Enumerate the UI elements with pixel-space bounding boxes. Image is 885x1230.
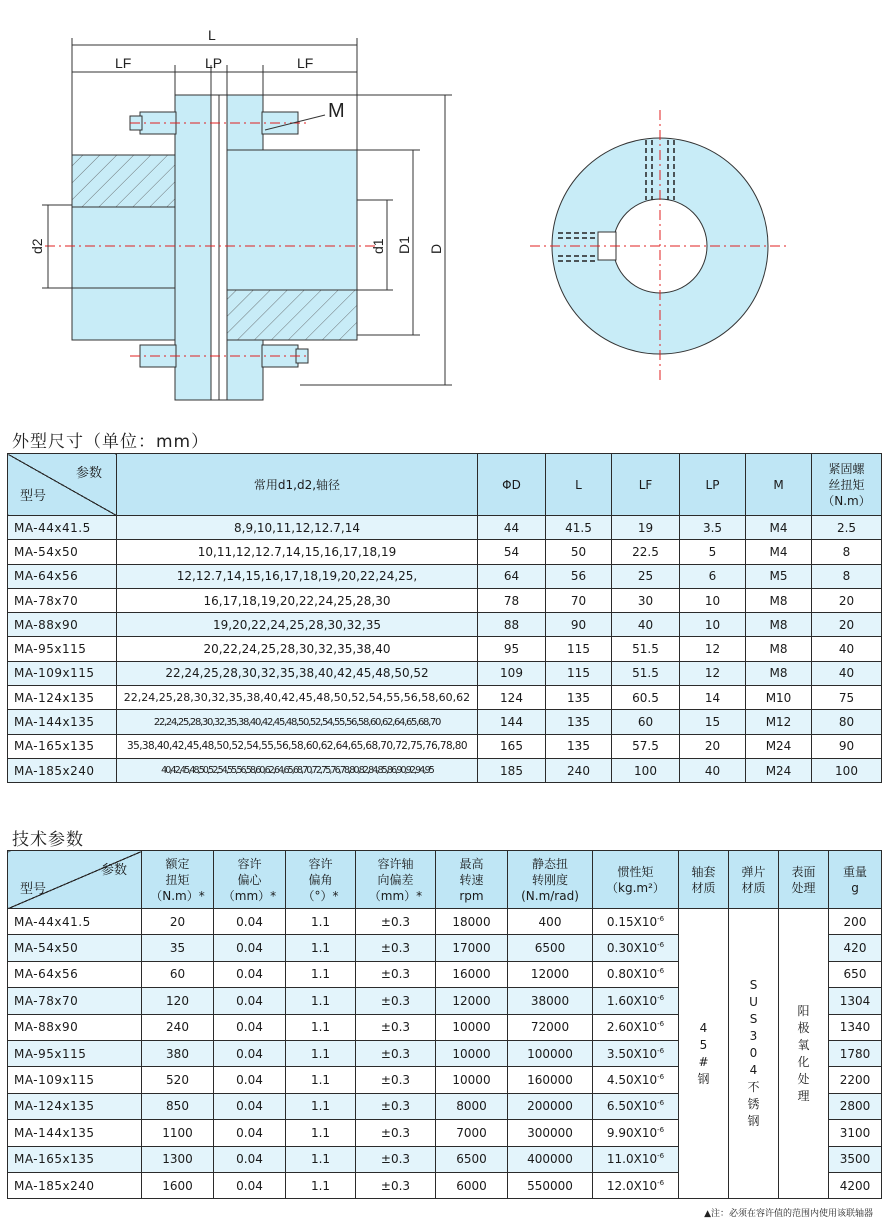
value-cell: M8 <box>746 661 812 685</box>
model-cell: MA-109x115 <box>8 1067 142 1093</box>
value-cell: 14 <box>680 686 746 710</box>
value-cell: 10000 <box>436 1067 508 1093</box>
value-cell: M10 <box>746 686 812 710</box>
value-cell: 7000 <box>436 1120 508 1146</box>
value-cell: 12000 <box>436 988 508 1014</box>
value-cell: M4 <box>746 540 812 564</box>
specs-header: 容许轴 向偏差 （mm）* <box>356 851 436 909</box>
value-cell: $6.50X10^{-6}$ <box>593 1093 679 1119</box>
model-cell: MA-124x135 <box>8 1093 142 1119</box>
value-cell: 0.04 <box>214 1093 286 1119</box>
value-cell: 50 <box>546 540 612 564</box>
header-LP: LP <box>680 454 746 516</box>
weight-cell: 650 <box>829 961 882 987</box>
table-row <box>8 758 882 782</box>
value-cell: M24 <box>746 758 812 782</box>
value-cell: 124 <box>478 686 546 710</box>
value-cell: 115 <box>546 661 612 685</box>
header-model: 型号 <box>20 489 47 504</box>
value-cell: 41.5 <box>546 516 612 540</box>
value-cell: ±0.3 <box>356 909 436 935</box>
shaft-cell: 8,9,10,11,12,12.7,14 <box>117 516 478 540</box>
value-cell: 0.04 <box>214 961 286 987</box>
exponent: -6 <box>657 1152 665 1161</box>
exponent: -6 <box>657 967 665 976</box>
dim-D1: D1 <box>396 236 412 254</box>
table-row <box>8 564 882 588</box>
model-cell: MA-64x56 <box>8 961 142 987</box>
shaft-cell: 35,38,40,42,45,48,50,52,54,55,56,58,60,62,64,65,68,70,72,75,76,78,80 <box>117 734 478 758</box>
specs-header: 最高 转速 rpm <box>436 851 508 909</box>
header-D: ΦD <box>478 454 546 516</box>
exponent: -6 <box>657 1178 665 1187</box>
exponent: -6 <box>657 914 665 923</box>
value-cell: 0.04 <box>214 1146 286 1172</box>
dimensions-table <box>7 453 882 783</box>
value-cell: 100 <box>812 758 882 782</box>
model-cell: MA-64x56 <box>8 564 117 588</box>
dim-L: L <box>208 27 216 43</box>
shaft-cell: 20,22,24,25,28,30,32,35,38,40 <box>117 637 478 661</box>
value-cell: 6 <box>680 564 746 588</box>
header-corner <box>8 454 117 516</box>
value-cell: 35 <box>142 935 214 961</box>
value-cell: 120 <box>142 988 214 1014</box>
value-cell: $11.0X10^{-6}$ <box>593 1146 679 1172</box>
value-cell: 100 <box>612 758 680 782</box>
weight-cell: 1340 <box>829 1014 882 1040</box>
value-cell: ±0.3 <box>356 935 436 961</box>
specs-header-param: 参数 <box>100 863 127 878</box>
model-cell: MA-54x50 <box>8 540 117 564</box>
value-cell: 8000 <box>436 1093 508 1119</box>
value-cell: 1100 <box>142 1120 214 1146</box>
header-shaft: 常用d1,d2,轴径 <box>117 454 478 516</box>
value-cell: 10000 <box>436 1040 508 1066</box>
value-cell: ±0.3 <box>356 988 436 1014</box>
value-cell: ±0.3 <box>356 1014 436 1040</box>
exponent: -6 <box>657 1073 665 1082</box>
hub-material-cell: 45#钢 <box>679 909 729 1199</box>
model-cell: MA-78x70 <box>8 588 117 612</box>
value-cell: 20 <box>812 613 882 637</box>
exponent: -6 <box>657 1099 665 1108</box>
exponent: -6 <box>657 1046 665 1055</box>
value-cell: 12 <box>680 637 746 661</box>
value-cell: ±0.3 <box>356 1172 436 1198</box>
model-cell: MA-165x135 <box>8 1146 142 1172</box>
value-cell: $2.60X10^{-6}$ <box>593 1014 679 1040</box>
value-cell: 60 <box>612 710 680 734</box>
value-cell: M8 <box>746 588 812 612</box>
value-cell: 16000 <box>436 961 508 987</box>
value-cell: $9.90X10^{-6}$ <box>593 1120 679 1146</box>
value-cell: 75 <box>812 686 882 710</box>
dim-LF-left: LF <box>115 55 132 71</box>
weight-cell: 2200 <box>829 1067 882 1093</box>
specs-header: 静态扭 转刚度 (N.m/rad) <box>508 851 593 909</box>
value-cell: M12 <box>746 710 812 734</box>
value-cell: 30 <box>612 588 680 612</box>
value-cell: 6500 <box>436 1146 508 1172</box>
value-cell: 165 <box>478 734 546 758</box>
value-cell: 100000 <box>508 1040 593 1066</box>
dim-LF-right: LF <box>297 55 314 71</box>
specs-header: 弹片 材质 <box>729 851 779 909</box>
value-cell: 1.1 <box>286 1172 356 1198</box>
value-cell: M24 <box>746 734 812 758</box>
model-cell: MA-44x41.5 <box>8 516 117 540</box>
table-row <box>8 686 882 710</box>
value-cell: 40 <box>612 613 680 637</box>
value-cell: 38000 <box>508 988 593 1014</box>
value-cell: 0.04 <box>214 1040 286 1066</box>
value-cell: 5 <box>680 540 746 564</box>
model-cell: MA-95x115 <box>8 1040 142 1066</box>
value-cell: 17000 <box>436 935 508 961</box>
specs-header: 惯性矩 （kg.m²） <box>593 851 679 909</box>
weight-cell: 420 <box>829 935 882 961</box>
value-cell: 10000 <box>436 1014 508 1040</box>
table-row <box>8 661 882 685</box>
model-cell: MA-185x240 <box>8 1172 142 1198</box>
exponent: -6 <box>657 1020 665 1029</box>
dim-M: M <box>328 100 345 122</box>
value-cell: $4.50X10^{-6}$ <box>593 1067 679 1093</box>
value-cell: 40 <box>680 758 746 782</box>
weight-cell: 1780 <box>829 1040 882 1066</box>
value-cell: 8 <box>812 564 882 588</box>
header-screw-torque: 紧固螺 丝扭矩 （N.m） <box>812 454 882 516</box>
technical-drawing <box>0 0 885 420</box>
front-view <box>530 110 790 380</box>
value-cell: 0.04 <box>214 988 286 1014</box>
header-M: M <box>746 454 812 516</box>
surface-cell: 阳极氧化处理 <box>779 909 829 1199</box>
value-cell: 1.1 <box>286 935 356 961</box>
exponent: -6 <box>657 993 665 1002</box>
value-cell: 135 <box>546 710 612 734</box>
weight-cell: 3100 <box>829 1120 882 1146</box>
value-cell: 22.5 <box>612 540 680 564</box>
value-cell: 60.5 <box>612 686 680 710</box>
side-view <box>42 38 452 400</box>
table-row <box>8 613 882 637</box>
dim-D: D <box>428 243 444 254</box>
value-cell: 1600 <box>142 1172 214 1198</box>
shaft-cell: 40,42,45,48,50,52,54,55,56,58,60,62,64,65,68,70,72,75,76,78,80,82,84,85,86,90,92,94,95 <box>117 758 478 782</box>
value-cell: 12 <box>680 661 746 685</box>
model-cell: MA-88x90 <box>8 613 117 637</box>
value-cell: 6500 <box>508 935 593 961</box>
value-cell: $0.15X10^{-6}$ <box>593 909 679 935</box>
specs-header: 容许 偏心 （mm）* <box>214 851 286 909</box>
specs-header: 表面 处理 <box>779 851 829 909</box>
value-cell: 520 <box>142 1067 214 1093</box>
shaft-cell: 22,24,25,28,30,32,35,38,40,42,45,48,50,52,54,55,56,58,60,62,64,65,68,70 <box>117 710 478 734</box>
model-cell: MA-44x41.5 <box>8 909 142 935</box>
value-cell: 80 <box>812 710 882 734</box>
value-cell: 0.04 <box>214 1172 286 1198</box>
value-cell: 18000 <box>436 909 508 935</box>
value-cell: 0.04 <box>214 935 286 961</box>
value-cell: 1.1 <box>286 961 356 987</box>
value-cell: M8 <box>746 613 812 637</box>
value-cell: 135 <box>546 734 612 758</box>
value-cell: 109 <box>478 661 546 685</box>
value-cell: 10 <box>680 588 746 612</box>
value-cell: 56 <box>546 564 612 588</box>
value-cell: 1.1 <box>286 1067 356 1093</box>
value-cell: $12.0X10^{-6}$ <box>593 1172 679 1198</box>
specs-table <box>7 850 882 1199</box>
value-cell: 10 <box>680 613 746 637</box>
value-cell: 850 <box>142 1093 214 1119</box>
table-row <box>8 588 882 612</box>
table-row <box>8 516 882 540</box>
table-row <box>8 637 882 661</box>
value-cell: 15 <box>680 710 746 734</box>
value-cell: 57.5 <box>612 734 680 758</box>
value-cell: M4 <box>746 516 812 540</box>
model-cell: MA-124x135 <box>8 686 117 710</box>
dim-d2: d2 <box>29 238 45 254</box>
value-cell: 88 <box>478 613 546 637</box>
shaft-cell: 22,24,25,28,30,32,35,38,40,42,45,48,50,52 <box>117 661 478 685</box>
value-cell: 12000 <box>508 961 593 987</box>
model-cell: MA-144x135 <box>8 1120 142 1146</box>
model-cell: MA-144x135 <box>8 710 117 734</box>
model-cell: MA-109x115 <box>8 661 117 685</box>
dimensions-title: 外型尺寸（单位：mm） <box>12 432 210 452</box>
value-cell: 240 <box>546 758 612 782</box>
value-cell: 144 <box>478 710 546 734</box>
value-cell: 1.1 <box>286 1040 356 1066</box>
dim-LP: LP <box>205 55 223 71</box>
value-cell: 90 <box>812 734 882 758</box>
value-cell: 40 <box>812 661 882 685</box>
value-cell: 78 <box>478 588 546 612</box>
value-cell: 550000 <box>508 1172 593 1198</box>
specs-header: 重量 g <box>829 851 882 909</box>
specs-header-corner <box>8 851 142 909</box>
value-cell: 3.5 <box>680 516 746 540</box>
header-L: L <box>546 454 612 516</box>
model-cell: MA-95x115 <box>8 637 117 661</box>
value-cell: $0.80X10^{-6}$ <box>593 961 679 987</box>
value-cell: ±0.3 <box>356 961 436 987</box>
value-cell: 20 <box>680 734 746 758</box>
exponent: -6 <box>657 1125 665 1134</box>
value-cell: 19 <box>612 516 680 540</box>
value-cell: 240 <box>142 1014 214 1040</box>
usage-note: ▲注：必须在容许值的范围内使用该联轴器 <box>704 1209 873 1219</box>
value-cell: M5 <box>746 564 812 588</box>
shaft-cell: 19,20,22,24,25,28,30,32,35 <box>117 613 478 637</box>
value-cell: 0.04 <box>214 1014 286 1040</box>
shaft-cell: 22,24,25,28,30,32,35,38,40,42,45,48,50,52,54,55,56,58,60,62 <box>117 686 478 710</box>
value-cell: ±0.3 <box>356 1067 436 1093</box>
table-row <box>8 909 882 935</box>
model-cell: MA-88x90 <box>8 1014 142 1040</box>
value-cell: 380 <box>142 1040 214 1066</box>
value-cell: 2.5 <box>812 516 882 540</box>
shaft-cell: 12,12.7,14,15,16,17,18,19,20,22,24,25, <box>117 564 478 588</box>
value-cell: 25 <box>612 564 680 588</box>
weight-cell: 1304 <box>829 988 882 1014</box>
model-cell: MA-185x240 <box>8 758 117 782</box>
value-cell: 200000 <box>508 1093 593 1119</box>
specs-header-model: 型号 <box>20 882 47 897</box>
value-cell: 6000 <box>436 1172 508 1198</box>
shaft-cell: 10,11,12,12.7,14,15,16,17,18,19 <box>117 540 478 564</box>
value-cell: ±0.3 <box>356 1120 436 1146</box>
value-cell: $1.60X10^{-6}$ <box>593 988 679 1014</box>
value-cell: $0.30X10^{-6}$ <box>593 935 679 961</box>
value-cell: 115 <box>546 637 612 661</box>
value-cell: 0.04 <box>214 1120 286 1146</box>
table-row <box>8 710 882 734</box>
specs-title: 技术参数 <box>12 830 84 850</box>
value-cell: M8 <box>746 637 812 661</box>
specs-header: 额定 扭矩 （N.m）* <box>142 851 214 909</box>
value-cell: 400 <box>508 909 593 935</box>
model-cell: MA-54x50 <box>8 935 142 961</box>
model-cell: MA-165x135 <box>8 734 117 758</box>
value-cell: 400000 <box>508 1146 593 1172</box>
specs-header: 容许 偏角 （°）* <box>286 851 356 909</box>
value-cell: 70 <box>546 588 612 612</box>
weight-cell: 200 <box>829 909 882 935</box>
specs-header: 轴套 材质 <box>679 851 729 909</box>
value-cell: 1.1 <box>286 909 356 935</box>
value-cell: 0.04 <box>214 909 286 935</box>
model-cell: MA-78x70 <box>8 988 142 1014</box>
value-cell: $3.50X10^{-6}$ <box>593 1040 679 1066</box>
value-cell: 1.1 <box>286 1014 356 1040</box>
value-cell: ±0.3 <box>356 1040 436 1066</box>
value-cell: 60 <box>142 961 214 987</box>
value-cell: 160000 <box>508 1067 593 1093</box>
header-param: 参数 <box>75 466 102 481</box>
value-cell: 1.1 <box>286 1093 356 1119</box>
value-cell: 40 <box>812 637 882 661</box>
value-cell: 72000 <box>508 1014 593 1040</box>
value-cell: 95 <box>478 637 546 661</box>
value-cell: 1.1 <box>286 1146 356 1172</box>
disc-material-cell: SUS304不锈钢 <box>729 909 779 1199</box>
value-cell: 185 <box>478 758 546 782</box>
value-cell: 0.04 <box>214 1067 286 1093</box>
value-cell: 54 <box>478 540 546 564</box>
value-cell: 20 <box>812 588 882 612</box>
value-cell: ±0.3 <box>356 1146 436 1172</box>
value-cell: ±0.3 <box>356 1093 436 1119</box>
value-cell: 8 <box>812 540 882 564</box>
value-cell: 90 <box>546 613 612 637</box>
value-cell: 1.1 <box>286 1120 356 1146</box>
value-cell: 300000 <box>508 1120 593 1146</box>
weight-cell: 3500 <box>829 1146 882 1172</box>
value-cell: 44 <box>478 516 546 540</box>
exponent: -6 <box>657 941 665 950</box>
value-cell: 1300 <box>142 1146 214 1172</box>
dim-d1: d1 <box>370 238 386 254</box>
value-cell: 1.1 <box>286 988 356 1014</box>
value-cell: 64 <box>478 564 546 588</box>
value-cell: 135 <box>546 686 612 710</box>
value-cell: 51.5 <box>612 637 680 661</box>
weight-cell: 2800 <box>829 1093 882 1119</box>
table-row <box>8 734 882 758</box>
table-row <box>8 540 882 564</box>
value-cell: 20 <box>142 909 214 935</box>
value-cell: 51.5 <box>612 661 680 685</box>
shaft-cell: 16,17,18,19,20,22,24,25,28,30 <box>117 588 478 612</box>
weight-cell: 4200 <box>829 1172 882 1198</box>
header-LF: LF <box>612 454 680 516</box>
